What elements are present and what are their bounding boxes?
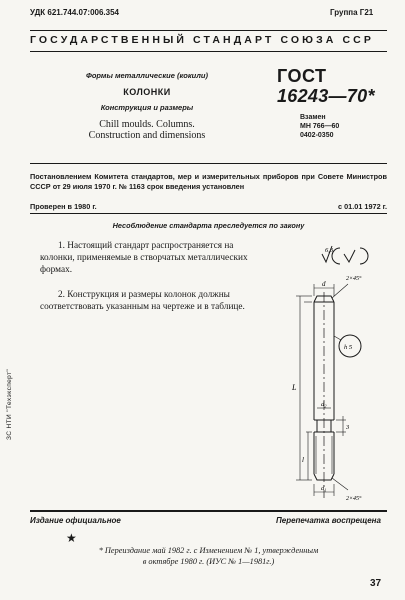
roughness-value: 6,3 bbox=[325, 247, 334, 254]
replaces-label: Взамен bbox=[300, 114, 326, 121]
header-rule-top bbox=[30, 30, 387, 31]
footer-rule bbox=[30, 510, 387, 512]
checked-note: Проверен в 1980 г. bbox=[30, 202, 97, 211]
dim-L-label: L bbox=[292, 383, 297, 392]
state-standard-heading: ГОСУДАРСТВЕННЫЙ СТАНДАРТ СОЮЗА ССР bbox=[30, 34, 374, 46]
column-drawing bbox=[270, 240, 400, 510]
replaces-item-1: МН 766—60 bbox=[300, 123, 340, 130]
dim-3-label: 3 bbox=[346, 424, 350, 431]
decree-text: Постановлением Комитета стандартов, мер и измерительных приборов при Совете Министров СССР от 29 июля 1970 г. № 1163 срок введения установлен bbox=[30, 172, 387, 191]
replaces-item-2: 0402-0350 bbox=[300, 132, 334, 139]
official-edition: Издание официальное bbox=[30, 516, 121, 525]
decree-date-line bbox=[30, 202, 387, 211]
footnote-line-1: * Переиздание май 1982 г. с Изменением № 1, утвержденным bbox=[98, 546, 319, 555]
dim-chamfer-bottom: 2×45° bbox=[346, 496, 362, 502]
title-english-line2: Construction and dimensions bbox=[88, 130, 206, 141]
gost-label: ГОСТ bbox=[277, 66, 327, 86]
dim-l-label: l bbox=[302, 456, 304, 464]
gost-number: 16243—70* bbox=[277, 86, 375, 106]
group-code: Группа Г21 bbox=[330, 8, 374, 17]
penalty-rule bbox=[30, 213, 387, 214]
dim-d1-label: d₁ bbox=[321, 485, 327, 492]
dim-d-label: d bbox=[322, 280, 326, 288]
replaces-block bbox=[300, 113, 339, 140]
udc-code: УДК 621.744.07:006.354 bbox=[30, 8, 119, 17]
side-watermark-text: ЗС НТИ "Техэксперт" bbox=[6, 368, 13, 440]
decree-rule bbox=[30, 163, 387, 164]
title-english bbox=[62, 119, 232, 141]
roughness-general-icon bbox=[344, 250, 355, 262]
footnote-line-2: в октябре 1980 г. (ИУС № 1—1981г.) bbox=[142, 557, 275, 566]
penalty-note: Несоблюдение стандарта преследуется по закону bbox=[112, 221, 305, 230]
paragraph-1: 1. Настоящий стандарт распространяется на колонки, применяемые в створчатых металлических формах. bbox=[40, 241, 248, 275]
paragraph-2: 2. Конструкция и размеры колонок должны соответствовать указанным на чертеже и в таблице. bbox=[40, 290, 245, 312]
fit-callout-label: h 5 bbox=[344, 344, 353, 351]
title-moulds: Формы металлические (кокили) bbox=[86, 71, 208, 80]
page-number: 37 bbox=[370, 578, 382, 589]
title-columns: КОЛОНКИ bbox=[123, 87, 171, 97]
effective-date: с 01.01 1972 г. bbox=[338, 202, 387, 211]
dim-d2-label: d₂ bbox=[321, 401, 327, 408]
reprint-prohibited: Перепечатка воспрещена bbox=[276, 516, 381, 525]
dim-chamfer-top: 2×45° bbox=[346, 276, 362, 282]
title-english-line1: Chill moulds. Columns. bbox=[99, 119, 195, 130]
header-rule-bottom bbox=[30, 51, 387, 52]
title-construction: Конструкция и размеры bbox=[100, 103, 194, 112]
star-mark: ★ bbox=[66, 531, 77, 545]
footnote bbox=[30, 545, 387, 567]
